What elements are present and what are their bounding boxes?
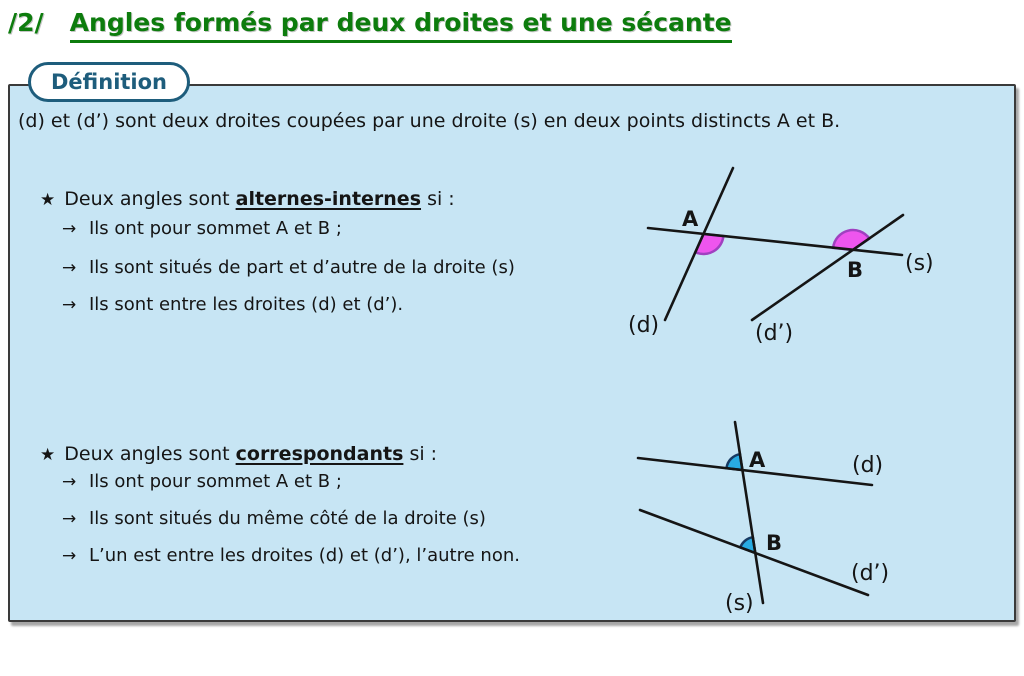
list-item [62,218,342,239]
list-item-text: Ils ont pour sommet A et B ; [89,218,342,239]
arrow-icon: → [62,509,77,529]
heading-prefix: Deux angles sont [64,443,230,465]
arrow-icon: → [62,295,77,315]
arrow-icon: → [62,219,77,239]
heading-suffix: si : [409,443,438,465]
line-d [665,168,733,320]
point-label-B: B [847,258,864,282]
heading-prefix: Deux angles sont [64,188,230,210]
list-item [62,545,520,566]
arrow-icon: → [62,546,77,566]
star-icon: ★ [40,445,56,465]
line-label-d: (d) [852,453,884,478]
arrow-icon: → [62,472,77,492]
line-d-prime [752,215,903,320]
section-heading-alternes-internes [40,188,455,210]
line-d-prime [640,510,868,595]
list-item [62,508,486,529]
diagram-correspondants [620,415,900,615]
diagram-alternes-internes [608,148,968,358]
list-item [62,294,403,315]
point-label-B: B [766,531,783,555]
title-text: Angles formés par deux droites et une sécante [70,8,732,43]
definition-badge: Définition [28,62,190,102]
list-item-text: Ils sont situés de part et d’autre de la droite (s) [89,257,515,278]
arrow-icon: → [62,258,77,278]
star-icon: ★ [40,190,56,210]
list-item-text: L’un est entre les droites (d) et (d’), l’autre non. [89,545,520,566]
section-heading-correspondants [40,443,437,465]
title-number: /2/ [8,8,44,37]
heading-keyword: alternes-internes [235,188,422,210]
list-item-text: Ils ont pour sommet A et B ; [89,471,342,492]
page-title [8,8,732,43]
line-label-d: (d) [628,313,660,338]
line-label-d-prime: (d’) [755,321,794,346]
line-label-s: (s) [725,591,754,615]
definition-intro: (d) et (d’) sont deux droites coupées par une droite (s) en deux points distincts A et B. [18,110,841,132]
list-item-text: Ils sont situés du même côté de la droite (s) [89,508,486,529]
list-item [62,471,342,492]
list-item-text: Ils sont entre les droites (d) et (d’). [89,294,404,315]
line-label-d-prime: (d’) [851,561,890,586]
point-label-A: A [682,207,699,231]
point-label-A: A [749,448,766,472]
line-label-s: (s) [905,251,934,276]
heading-suffix: si : [427,188,455,210]
heading-keyword: correspondants [235,443,404,465]
list-item [62,257,515,278]
